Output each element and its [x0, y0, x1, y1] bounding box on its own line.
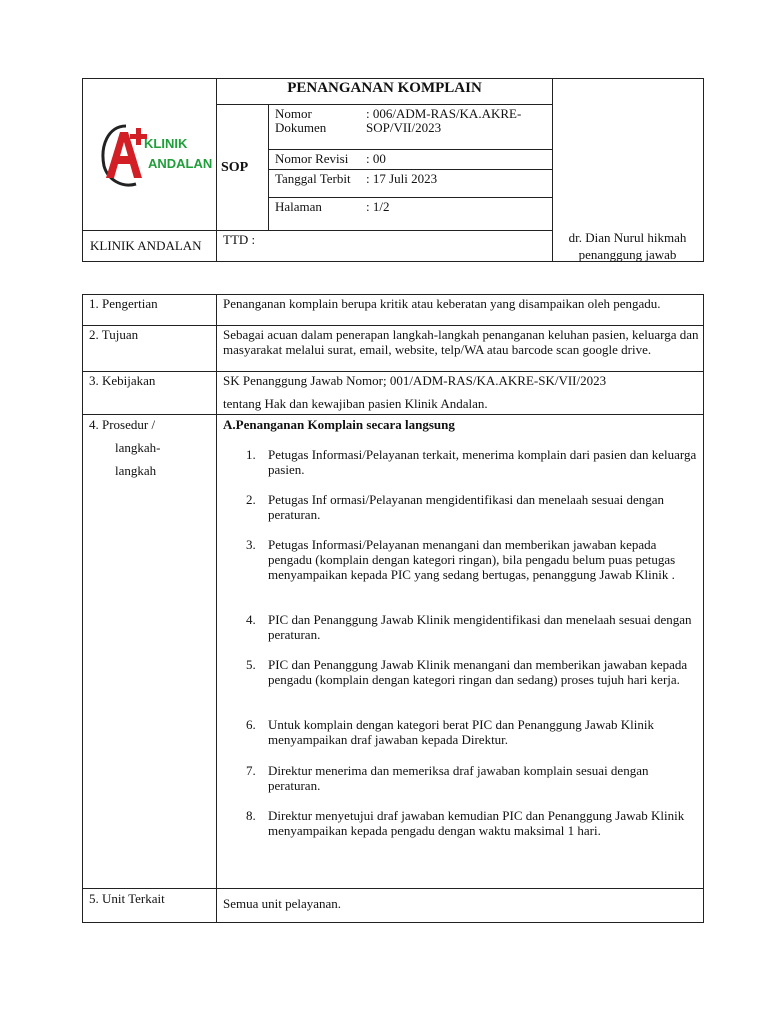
step-number: 3.	[246, 537, 256, 552]
halaman-label: Halaman	[275, 199, 322, 214]
clinic-logo	[96, 118, 212, 190]
nomor-dokumen-value-2: SOP/VII/2023	[366, 120, 442, 135]
sop-label: SOP	[221, 160, 249, 175]
unit-terkait-label: 5. Unit Terkait	[89, 891, 165, 906]
nomor-dokumen-value: : 006/ADM-RAS/KA.AKRE-	[366, 106, 522, 121]
tanggal-terbit-label: Tanggal Terbit	[275, 171, 351, 186]
step-number: 1.	[246, 447, 256, 462]
step-text: PIC dan Penanggung Jawab Klinik menangani dan memberikan jawaban kepada pengadu (komplain dengan kategori ringan dan sedang) proses tujuh hari kerja.	[268, 657, 688, 687]
pengertian-label: 1. Pengertian	[89, 296, 158, 311]
logo-mark-icon	[96, 118, 156, 190]
document-title: PENANGANAN KOMPLAIN	[287, 80, 482, 96]
tanggal-terbit-value: : 17 Juli 2023	[366, 171, 438, 186]
tujuan-label: 2. Tujuan	[89, 327, 139, 342]
step-number: 6.	[246, 717, 256, 732]
nomor-revisi-label: Nomor Revisi	[275, 151, 349, 166]
signer-name: dr. Dian Nurul hikmah	[568, 230, 687, 245]
unit-terkait-text: Semua unit pelayanan.	[223, 896, 342, 911]
pengertian-text: Penanganan komplain berupa kritik atau keberatan yang disampaikan oleh pengadu.	[223, 296, 661, 311]
step-text: Petugas Inf ormasi/Pelayanan mengidentifikasi dan menelaah sesuai dengan peraturan.	[268, 492, 665, 522]
step-text: PIC dan Penanggung Jawab Klinik mengidentifikasi dan menelaah sesuai dengan peraturan.	[268, 612, 692, 642]
prosedur-heading: A.Penanganan Komplain secara langsung	[223, 417, 455, 432]
step-number: 7.	[246, 763, 256, 778]
step-number: 8.	[246, 808, 256, 823]
nomor-dokumen-label-2: Dokumen	[275, 120, 327, 135]
kebijakan-line-2: tentang Hak dan kewajiban pasien Klinik Andalan.	[223, 396, 488, 411]
step-number: 5.	[246, 657, 256, 672]
ttd-label: TTD :	[223, 232, 256, 247]
step-number: 4.	[246, 612, 256, 627]
nomor-dokumen-label: Nomor	[275, 106, 312, 121]
logo-text-klinik: KLINIK	[144, 136, 188, 151]
prosedur-label: 4. Prosedur /	[89, 417, 156, 432]
nomor-revisi-value: : 00	[366, 151, 386, 166]
step-text: Petugas Informasi/Pelayanan terkait, menerima komplain dari pasien dan keluarga pasien.	[268, 447, 697, 477]
halaman-value: : 1/2	[366, 199, 390, 214]
step-text: Untuk komplain dengan kategori berat PIC dan Penanggung Jawab Klinik menyampaikan draf jawaban kepada Direktur.	[268, 717, 654, 747]
step-text: Petugas Informasi/Pelayanan menangani dan memberikan jawaban kepada pengadu (komplain dengan kategori ringan), bila pengadu belum puas petugas menyampaikan kepada PIC yang sedang bertugas, penanggung Jawab Klinik .	[268, 537, 676, 582]
kebijakan-label: 3. Kebijakan	[89, 373, 156, 388]
prosedur-label-2: langkah-	[115, 440, 161, 455]
signer-role: penanggung jawab	[578, 247, 677, 262]
step-number: 2.	[246, 492, 256, 507]
kebijakan-line-1: SK Penanggung Jawab Nomor; 001/ADM-RAS/KA.AKRE-SK/VII/2023	[223, 373, 607, 388]
tujuan-text: Sebagai acuan dalam penerapan langkah-langkah penanganan keluhan pasien, keluarga dan masyarakat melalui surat, email, website, telp/WA atau barcode scan google drive.	[223, 327, 699, 357]
prosedur-label-3: langkah	[115, 463, 157, 478]
logo-text-andalan: ANDALAN	[148, 156, 213, 171]
step-text: Direktur menerima dan memeriksa draf jawaban komplain sesuai dengan peraturan.	[268, 763, 649, 793]
klinik-name: KLINIK ANDALAN	[90, 238, 202, 253]
step-text: Direktur menyetujui draf jawaban kemudian PIC dan Penanggung Jawab Klinik menyampaikan kepada pengadu dengan waktu maksimal 1 hari.	[268, 808, 685, 838]
